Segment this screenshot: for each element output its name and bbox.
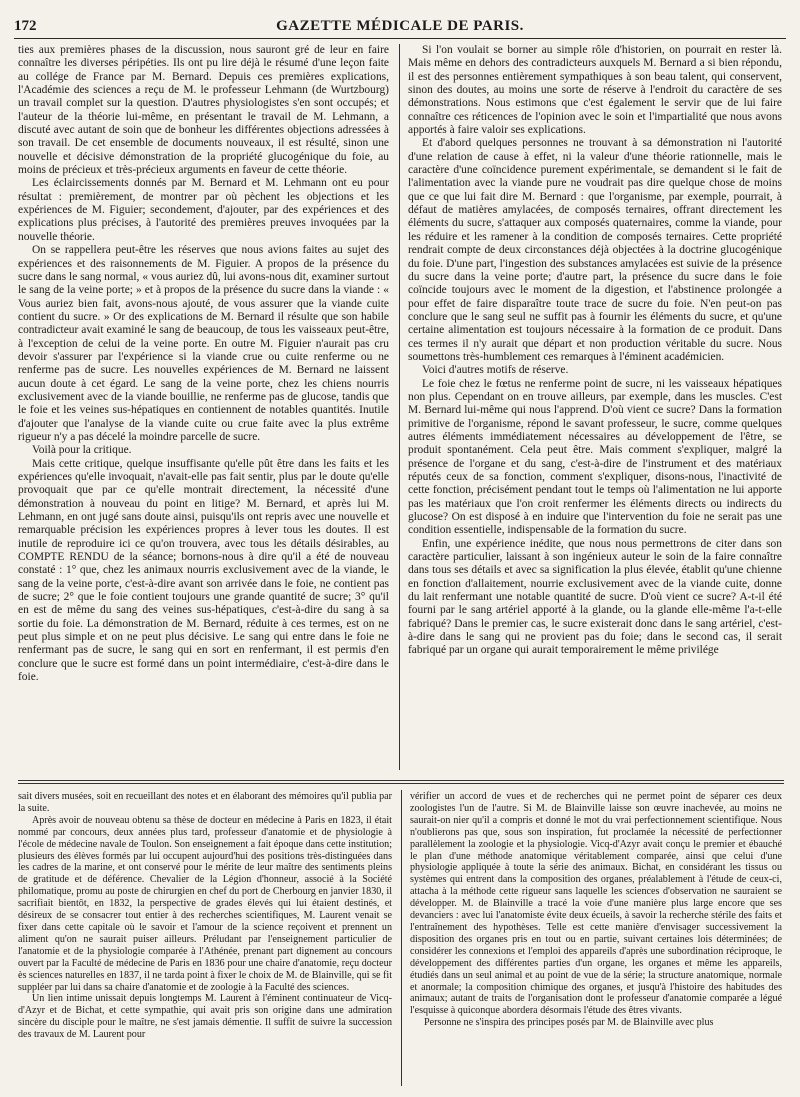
paragraph: Enfin, une expérience inédite, que nous nous permettrons de citer dans son caractère particulier, laissant à son ingénieux auteur le soin de la faire connaître dans tous ses détails et avec sa signification la plus élevée, établit qu'une chienne en fonction d'allaitement, nourrie exclusivement avec de la viande cuite, donne du lait renfermant une notable quantité de sucre. D'où vient ce sucre? A-t-il été fourni par le sang artériel apporté à la glande, ou la glande elle-même l'a-t-elle fabriqué? Dans le premier cas, le sucre existerait donc dans le sang artériel, c'est-à-dire dans le sang qui ne provient pas du foie; dans le second cas, il serait fabriqué par un organe qui aurait temporairement le même privilége xyxy=(408,537,782,657)
column-divider xyxy=(399,44,400,770)
paragraph: Si l'on voulait se borner au simple rôle d'historien, on pourrait en rester là. Mais même en dehors des contradicteurs auxquels M. Bernard a si bien répondu, il est des personnes entièrement sympathiques à son beau talent, qui conservent, sinon des doutes, au moins une sorte de réserve à l'endroit du caractère de ses démonstrations. Nous estimons que c'est également le servir que de lui faire connaître ces réticences de l'opinion avec le soin et l'impartialité que nous avons apportés à faire valoir ses explications. xyxy=(408,44,782,137)
column-divider-bottom xyxy=(401,790,402,1086)
paragraph: sait divers musées, soit en recueillant des notes et en élaborant des mémoires qu'il publia par la suite. xyxy=(18,791,392,814)
paragraph: On se rappellera peut-être les réserves que nous avions faites au sujet des expériences et des raisonnements de M. Figuier. A propos de la présence du sucre dans le sang normal, « vous auriez dû, lui avons-nous dit, examiner surtout le sang de la veine porte; » et à propos de la présence du sucre dans la viande : « Vous auriez bien fait, avons-nous ajouté, de vous assurer que la viande cuite contient du sucre. » Or des explications de M. Bernard il résulte que son habile contradicteur avait examiné le sang de beaucoup, de tous les vaisseaux peut-être, à l'exception de celui de la veine porte. En outre M. Figuier n'aurait pas cru devoir s'assurer par l'expérience si la viande crue ou cuite renferme ou ne renferme pas de sucre. Les nouvelles expériences de M. Bernard ne laissent aucun doute à cet égard. Le sang de la veine porte, chez les chiens nourris exclusivement avec de la viande bouillie, ne renferme pas de glucose, tandis que le foie et les veines sus-hépatiques en contiennent de notables quantités. Inutile d'ajouter que l'analyse de la viande cuite ou crue faite avec la plus extrême rigueur n'y a pas décelé la moindre parcelle de sucre. xyxy=(18,244,389,443)
paragraph: vérifier un accord de vues et de recherches qui ne permet point de séparer ces deux zoologistes l'un de l'autre. Si M. de Blainville laisse son œuvre inachevée, au moins ne saurait-on nier qu'il a compris et donné le mot du vrai perfectionnement scientifique. Nous n'oublierons pas que, sous son inspiration, fut proclamée la nécessité de perfectionner parallèlement la zoologie et la physiologie. Vicq-d'Azyr avait conçu le premier et ébauché le plan d'une méthode anatomique véritablement comparée, ainsi que celui d'une physiologie appliquée à toute la série des animaux. Bichat, en considérant les tissus ou systèmes qui entrent dans la composition des organes, préalablement à l'étude de ceux-ci, attacha à la méthode cette rigueur sans laquelle les sciences d'observation ne sauraient se développer. M. de Blainville a tracé la voie d'une manière plus large encore que ses devanciers : avec lui l'anatomiste évite deux écueils, à savoir la recherche stérile des faits et l'entraînement des hypothèses. Telle est cette manière d'envisager successivement la disposition des organes pris en tout ou en partie, suivant certaines lois déterminées; de considérer les connexions et l'emploi des appareils d'après une subordination réciproque, le développement des différentes parties d'un organe, les organes et même les appareils, étudiés dans un seul animal et au point de vue de la série; la structure anatomique, normale et anormale; la composition chimique des organes, et jusqu'à l'histoire des habitudes des animaux; autant de traits de l'organisation dont le professeur d'anatomie comparée a légué l'esquisse à quiconque abordera désormais l'étude des êtres vivants. xyxy=(410,791,782,1017)
paragraph: Les éclaircissements donnés par M. Bernard et M. Lehmann ont eu pour résultat : premièrement, de montrer par où pèchent les objections et les expériences de M. Figuier; secondement, d'ajouter, par des expériences et des explications plus précises, à l'autorité des premières preuves invoquées par la nouvelle théorie. xyxy=(18,177,389,243)
paragraph: Voilà pour la critique. xyxy=(32,444,132,457)
paragraph: Après avoir de nouveau obtenu sa thèse de docteur en médecine à Paris en 1823, il était nommé par concours, deux années plus tard, professeur d'anatomie et de physiologie à l'école de médecine navale de Toulon. Son enseignement a fait époque dans cette institution; plusieurs des élèves formés par lui occupent aujourd'hui des positions très-distinguées dans les cadres de la marine, et ont conservé pour le mérite de leur maître des sentiments pleins de gratitude et de déférence. Chevalier de la Légion d'honneur, associé à la Société philomatique, promu au poste de chirurgien en chef du port de Cherbourg en janvier 1830, il sacrifiait bientôt, en 1832, la perspective de grades élevés qui lui étaient destinés, et désireux de se consacrer tout entier à des recherches scientifiques, M. Laurent venait se fixer dans cette capitale où le savoir et l'amour de la science reçoivent et prennent un aliment qu'on ne saurait puiser ailleurs. Préludant par l'enseignement particulier de l'anatomie et de la physiologie comparée à l'Athénée, prenant part dignement au concours ouvert par la Faculté de médecine de Paris en 1836 pour une chaire d'anatomie, reçu docteur ès sciences naturelles en 1837, il ne tarda point à fixer le choix de M. de Blainville, qui se fit suppléer par lui dans sa chaire d'anatomie et de zoologie à la Faculté des sciences. xyxy=(18,814,392,993)
paragraph: Un lien intime unissait depuis longtemps M. Laurent à l'éminent continuateur de Vicq-d'Azyr et de Bichat, et cette sympathie, qui avait pris son origine dans une admiration sincère du disciple pour le maître, ne s'est jamais démentie. Il suffit de suivre la succession des travaux de M. Laurent pour xyxy=(18,993,392,1041)
article-column-right xyxy=(408,44,782,774)
paragraph: Voici d'autres motifs de réserve. xyxy=(422,364,569,377)
feuilleton-column-left xyxy=(18,791,392,1091)
feuilleton-column-right xyxy=(410,791,782,1091)
paragraph: Personne ne s'inspira des principes posés par M. de Blainville avec plus xyxy=(424,1017,714,1029)
paragraph: Le foie chez le fœtus ne renferme point de sucre, ni les vaisseaux hépatiques non plus. Cependant on en trouve ailleurs, par exemple, dans les muscles. C'est M. Bernard lui-même qui nous l'apprend. D'où vient ce sucre? Dans la formation primitive de l'organisme, répond le savant professeur, le sucre, comme quelques autres éléments immédiatement nécessaires au développement de l'être, se produit spontanément. Cela peut être. Mais comment s'expliquer, malgré la présence de l'organe et du sang, c'est-à-dire de l'instrument et des matériaux réputés ceux de sa fonction, comment s'expliquer, disons-nous, l'inactivité de cette fonction, précisément pendant tout le temps où l'alimentation ne lui apporte pas les matériaux que l'on croit renfermer les éléments directs ou indirects du glucose? On est disposé à en induire que l'intervention du foie ne serait pas une condition essentielle, indispensable de la formation du sucre. xyxy=(408,377,782,537)
section-divider-double xyxy=(18,783,784,784)
paragraph: ties aux premières phases de la discussion, nous sauront gré de leur en faire connaître les diverses péripéties. Ils ont pu lire déjà le résumé d'une leçon faite au collége de France par M. Bernard. Depuis ces premières explications, l'Académie des sciences a reçu de M. le professeur Lehmann (de Wurtzbourg) un travail complet sur la question. D'autres physiologistes s'en sont occupés; et l'auteur de la théorie lui-même, en présentant le travail de M. Lehmann, a discuté avec autant de soin que de bonheur les différentes objections adressées à son travail. De cet ensemble de documents nouveaux, il est résulté, sinon une nouvelle et décisive démonstration de la propriété glucogénique du foie, au moins de précieux et très-précieux arguments en faveur de cette théorie. xyxy=(18,44,389,177)
page-header xyxy=(14,14,786,39)
journal-title: GAZETTE MÉDICALE DE PARIS. xyxy=(276,18,524,34)
paragraph: Mais cette critique, quelque insuffisante qu'elle pût être dans les faits et les expériences qu'elle invoquait, n'avait-elle pas fait sentir, plus par le doute qu'elle provoquait que par ce qu'elle montrait directement, la nécessité d'une démonstration à nouveau du point en litige? M. Bernard, et après lui M. Lehmann, en ont jugé sans doute ainsi, puisqu'ils ont repris avec une nouvelle et remarquable précision les expériences propres à lever tous les doutes. Il est inutile de reproduire ici ce qu'on trouvera, avec tous les détails désirables, au COMPTE RENDU de la séance; bornons-nous à dire qu'il a été de nouveau constaté : 1° que, chez les animaux nourris exclusivement avec de la viande, le sang de la veine porte, c'est-à-dire avant son arrivée dans le foie, ne contient pas de sucre; 2° que le foie contient toujours une grande quantité de sucre; 3° qu'il en est de même du sang des veines sus-hépatiques, c'est-à-dire du sang à sa sortie du foie. La démonstration de M. Bernard, réduite à ces termes, est on ne peut plus simple et on ne peut plus décisive. Le sang qui entre dans le foie ne renfermant pas de sucre, le sang qui en sort en renfermant, il est permis d'en conclure que le sucre est formé dans un point intermédiaire, c'est-à-dire dans le foie. xyxy=(18,457,389,684)
paragraph: Et d'abord quelques personnes ne trouvant à sa démonstration ni l'autorité d'une relation de cause à effet, ni la valeur d'une théorie rationnelle, mais le caractère d'une coïncidence purement expérimentale, se demandent si le fait de l'alimentation avec la viande pure ne voudrait pas dire quelque chose de moins que ce que lui fait dire M. Bernard : que l'organisme, par exemple, pourrait, à défaut de matières amylacées, de composés ternaires, offrant directement les éléments du sucre, s'attaquer aux composés quaternaires, comme la viande, pour les réduire et les ramener à la condition de composés ternaires. Cette propriété rendrait compte de deux circonstances déjà objectées à la doctrine glucogénique du foie. D'une part, l'ingestion des substances amylacées est suivie de la présence du sucre dans la veine porte; d'autre part, la présence du sucre dans le foie coïncide toujours avec le moment de la digestion, et l'abstinence prolongée a pour effet de faire disparaître toute trace de sucre du foie. N'en peut-on pas conclure que le sang seul ne suffit pas à fournir les éléments du sucre, et qu'une certaine alimentation est toujours nécessaire à la formation de ce produit. Dans ces termes il n'y aurait que départ et non production véritable du sucre. Nous soumettons très-humblement ces remarques à l'éminent académicien. xyxy=(408,137,782,363)
article-column-left xyxy=(18,44,389,774)
section-divider xyxy=(18,780,784,781)
page-number: 172 xyxy=(14,18,37,34)
